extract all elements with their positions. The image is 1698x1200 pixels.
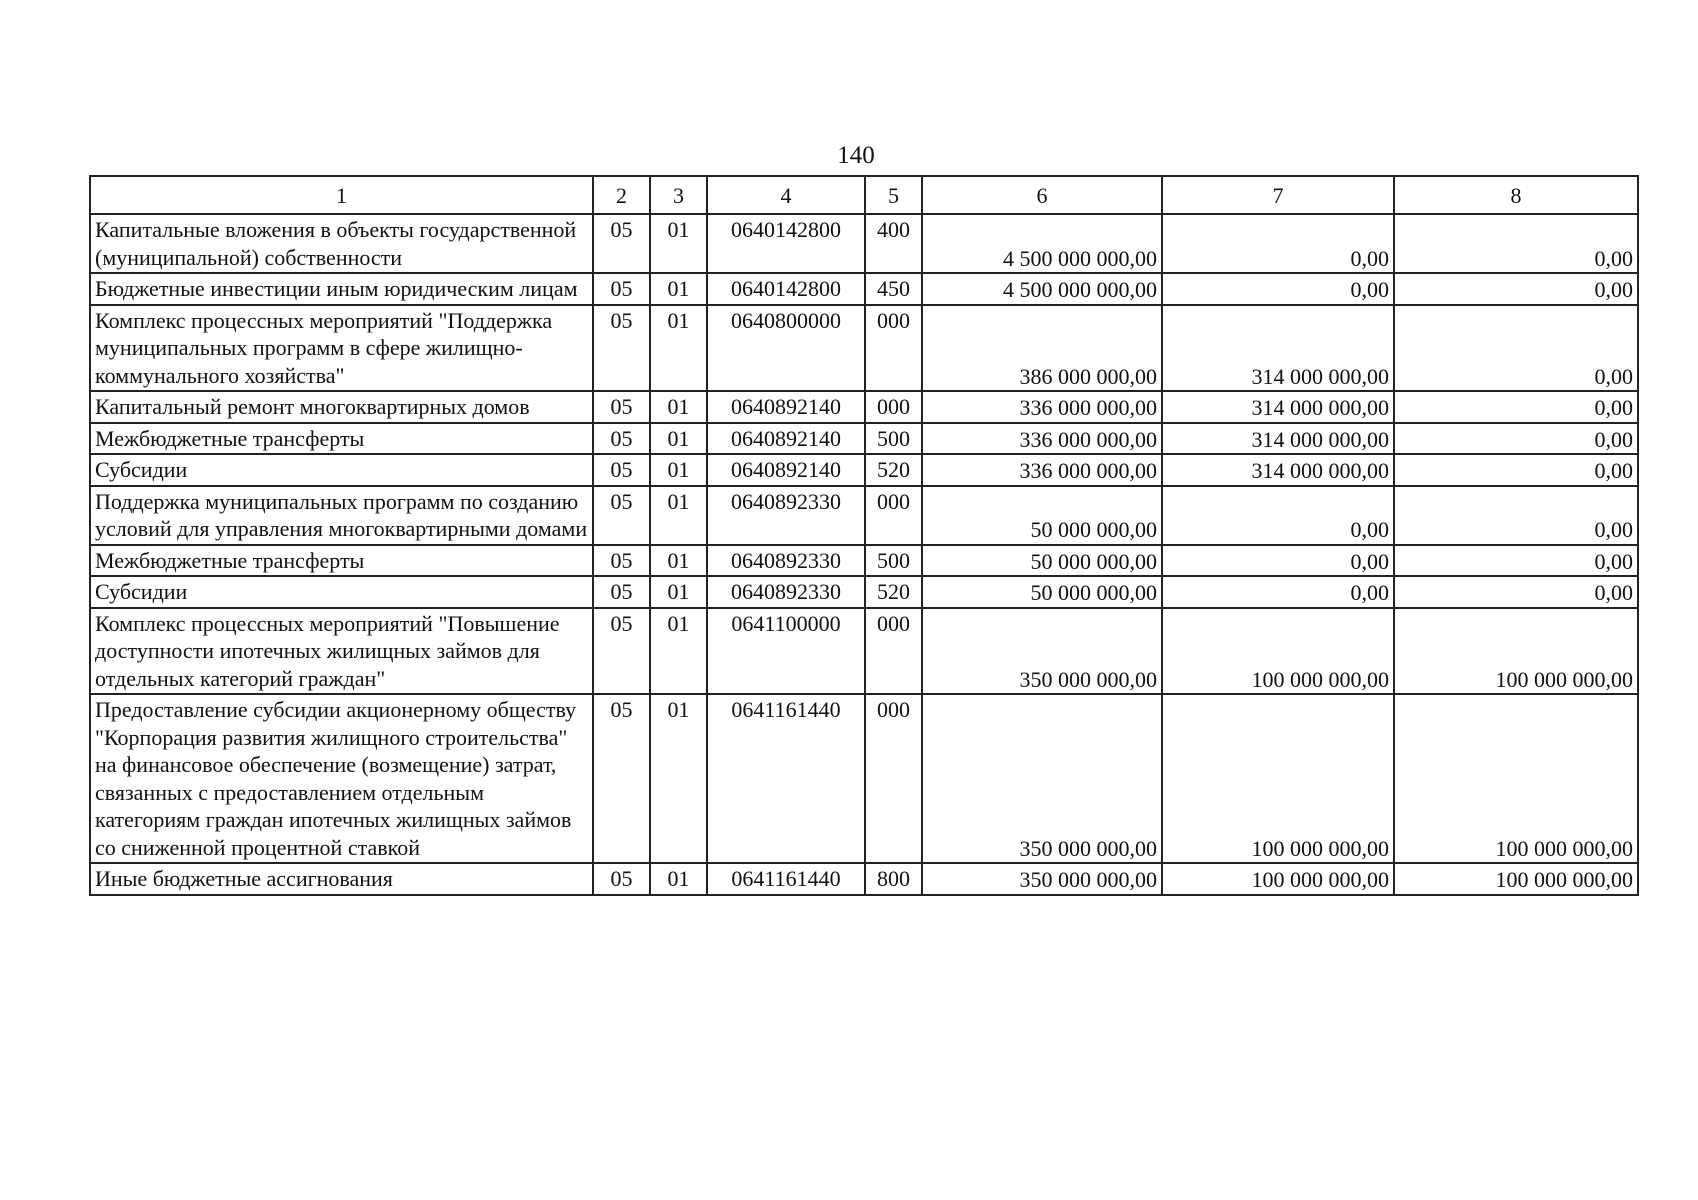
- amount-cell-8: 100 000 000,00: [1394, 608, 1638, 695]
- section-code-cell: 05: [593, 423, 650, 455]
- target-article-cell: 0640892330: [707, 486, 865, 545]
- amount-cell-6: 336 000 000,00: [922, 454, 1162, 486]
- column-header: 2: [593, 176, 650, 214]
- subsection-code-cell: 01: [650, 863, 707, 895]
- row-name-cell: Предоставление субсидии акционерному обществу "Корпорация развития жилищного строительства" на финансовое обеспечение (возмещение) затрат, связанных с предоставлением отдельным категориям граждан ипотечных жилищных займов со сниженной процентной ставкой: [90, 694, 593, 863]
- expense-type-cell: 000: [865, 305, 922, 392]
- amount-cell-8: 100 000 000,00: [1394, 863, 1638, 895]
- section-code-cell: 05: [593, 863, 650, 895]
- target-article-cell: 0641161440: [707, 863, 865, 895]
- amount-cell-7: 314 000 000,00: [1162, 423, 1394, 455]
- section-code-cell: 05: [593, 214, 650, 273]
- expense-type-cell: 520: [865, 576, 922, 608]
- amount-cell-8: 0,00: [1394, 576, 1638, 608]
- amount-cell-6: 4 500 000 000,00: [922, 273, 1162, 305]
- column-header: 7: [1162, 176, 1394, 214]
- amount-cell-7: 314 000 000,00: [1162, 454, 1394, 486]
- expense-type-cell: 500: [865, 545, 922, 577]
- row-name-cell: Комплекс процессных мероприятий "Поддержка муниципальных программ в сфере жилищно-коммунального хозяйства": [90, 305, 593, 392]
- amount-cell-7: 0,00: [1162, 486, 1394, 545]
- subsection-code-cell: 01: [650, 391, 707, 423]
- column-header: 1: [90, 176, 593, 214]
- table-row: [90, 423, 1638, 455]
- subsection-code-cell: 01: [650, 545, 707, 577]
- target-article-cell: 0641100000: [707, 608, 865, 695]
- amount-cell-8: 0,00: [1394, 391, 1638, 423]
- amount-cell-8: 0,00: [1394, 486, 1638, 545]
- section-code-cell: 05: [593, 273, 650, 305]
- row-name-cell: Субсидии: [90, 576, 593, 608]
- row-name-cell: Межбюджетные трансферты: [90, 423, 593, 455]
- row-name-cell: Бюджетные инвестиции иным юридическим лицам: [90, 273, 593, 305]
- row-name-cell: Капитальные вложения в объекты государственной (муниципальной) собственности: [90, 214, 593, 273]
- amount-cell-7: 100 000 000,00: [1162, 863, 1394, 895]
- table-row: [90, 694, 1638, 863]
- amount-cell-7: 100 000 000,00: [1162, 608, 1394, 695]
- expense-type-cell: 520: [865, 454, 922, 486]
- table-row: [90, 608, 1638, 695]
- amount-cell-8: 100 000 000,00: [1394, 694, 1638, 863]
- target-article-cell: 0640892330: [707, 576, 865, 608]
- amount-cell-6: 4 500 000 000,00: [922, 214, 1162, 273]
- amount-cell-6: 50 000 000,00: [922, 486, 1162, 545]
- target-article-cell: 0640800000: [707, 305, 865, 392]
- column-header: 5: [865, 176, 922, 214]
- page-number: 140: [837, 142, 875, 169]
- row-name-cell: Комплекс процессных мероприятий "Повышение доступности ипотечных жилищных займов для отдельных категорий граждан": [90, 608, 593, 695]
- amount-cell-6: 336 000 000,00: [922, 423, 1162, 455]
- amount-cell-8: 0,00: [1394, 454, 1638, 486]
- table-row: [90, 545, 1638, 577]
- amount-cell-6: 386 000 000,00: [922, 305, 1162, 392]
- column-header: 8: [1394, 176, 1638, 214]
- column-header: 4: [707, 176, 865, 214]
- amount-cell-6: 350 000 000,00: [922, 863, 1162, 895]
- target-article-cell: 0640892330: [707, 545, 865, 577]
- amount-cell-6: 350 000 000,00: [922, 608, 1162, 695]
- table-row: [90, 576, 1638, 608]
- row-name-cell: Межбюджетные трансферты: [90, 545, 593, 577]
- subsection-code-cell: 01: [650, 608, 707, 695]
- column-header: 3: [650, 176, 707, 214]
- target-article-cell: 0640142800: [707, 214, 865, 273]
- amount-cell-7: 0,00: [1162, 214, 1394, 273]
- expense-type-cell: 400: [865, 214, 922, 273]
- amount-cell-8: 0,00: [1394, 273, 1638, 305]
- section-code-cell: 05: [593, 391, 650, 423]
- section-code-cell: 05: [593, 694, 650, 863]
- table-row: [90, 486, 1638, 545]
- header-row: [90, 176, 1638, 214]
- section-code-cell: 05: [593, 545, 650, 577]
- amount-cell-6: 50 000 000,00: [922, 576, 1162, 608]
- subsection-code-cell: 01: [650, 576, 707, 608]
- subsection-code-cell: 01: [650, 273, 707, 305]
- subsection-code-cell: 01: [650, 694, 707, 863]
- row-name-cell: Капитальный ремонт многоквартирных домов: [90, 391, 593, 423]
- subsection-code-cell: 01: [650, 423, 707, 455]
- amount-cell-8: 0,00: [1394, 305, 1638, 392]
- table-row: [90, 214, 1638, 273]
- section-code-cell: 05: [593, 576, 650, 608]
- table-body: [90, 214, 1638, 895]
- expense-type-cell: 000: [865, 486, 922, 545]
- section-code-cell: 05: [593, 486, 650, 545]
- target-article-cell: 0641161440: [707, 694, 865, 863]
- subsection-code-cell: 01: [650, 305, 707, 392]
- expense-type-cell: 000: [865, 391, 922, 423]
- subsection-code-cell: 01: [650, 454, 707, 486]
- amount-cell-6: 50 000 000,00: [922, 545, 1162, 577]
- expense-type-cell: 500: [865, 423, 922, 455]
- amount-cell-8: 0,00: [1394, 214, 1638, 273]
- amount-cell-7: 0,00: [1162, 576, 1394, 608]
- table-row: [90, 391, 1638, 423]
- row-name-cell: Субсидии: [90, 454, 593, 486]
- section-code-cell: 05: [593, 454, 650, 486]
- amount-cell-7: 314 000 000,00: [1162, 391, 1394, 423]
- budget-table: [89, 175, 1639, 896]
- table-row: [90, 454, 1638, 486]
- amount-cell-7: 314 000 000,00: [1162, 305, 1394, 392]
- row-name-cell: Поддержка муниципальных программ по созданию условий для управления многоквартирными домами: [90, 486, 593, 545]
- target-article-cell: 0640892140: [707, 454, 865, 486]
- amount-cell-7: 0,00: [1162, 545, 1394, 577]
- target-article-cell: 0640892140: [707, 391, 865, 423]
- expense-type-cell: 800: [865, 863, 922, 895]
- amount-cell-8: 0,00: [1394, 423, 1638, 455]
- amount-cell-6: 336 000 000,00: [922, 391, 1162, 423]
- subsection-code-cell: 01: [650, 214, 707, 273]
- target-article-cell: 0640892140: [707, 423, 865, 455]
- amount-cell-8: 0,00: [1394, 545, 1638, 577]
- expense-type-cell: 000: [865, 608, 922, 695]
- amount-cell-7: 0,00: [1162, 273, 1394, 305]
- target-article-cell: 0640142800: [707, 273, 865, 305]
- table-row: [90, 305, 1638, 392]
- section-code-cell: 05: [593, 608, 650, 695]
- amount-cell-6: 350 000 000,00: [922, 694, 1162, 863]
- row-name-cell: Иные бюджетные ассигнования: [90, 863, 593, 895]
- column-header: 6: [922, 176, 1162, 214]
- amount-cell-7: 100 000 000,00: [1162, 694, 1394, 863]
- section-code-cell: 05: [593, 305, 650, 392]
- expense-type-cell: 450: [865, 273, 922, 305]
- subsection-code-cell: 01: [650, 486, 707, 545]
- table-row: [90, 863, 1638, 895]
- expense-type-cell: 000: [865, 694, 922, 863]
- table-row: [90, 273, 1638, 305]
